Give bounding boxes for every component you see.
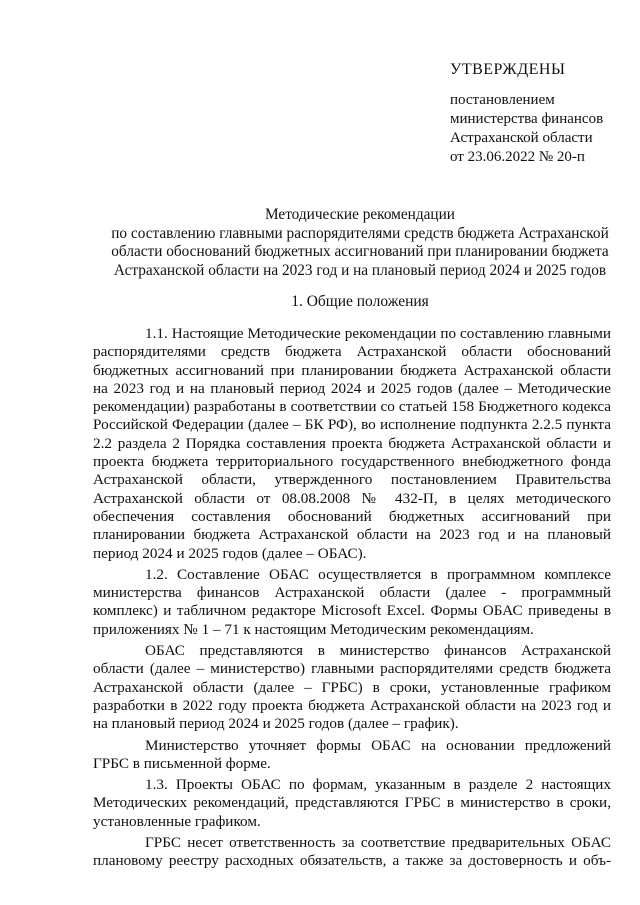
approval-line: министерства финансов [450,111,604,127]
approval-stamp [450,60,625,167]
document-title [80,206,640,280]
paragraph: 1.2. Составление ОБАС осуществляется в программном комплексе министерства финансов Астраханской области (далее - программный комплекс) и табличном редакторе Microsoft Excel. Формы ОБАС приведены в приложениях № 1 – 71 к настоящим Методическим рекомендациям. [93,565,611,638]
title-line: Методические рекомендации [265,206,455,223]
paragraph: 1.3. Проекты ОБАС по формам, указанным в разделе 2 настоящих Методических рекомендаций, представляются ГРБС в министерство в сроки, установленные графиком. [93,776,611,830]
title-line: по составлению главными распорядителями средств бюджета Астраханской [111,224,609,242]
section-heading: 1. Общие положения [291,293,429,310]
document-body [93,325,611,874]
paragraph: ОБАС представляются в министерство финансов Астраханской области (далее – министерство) главными распорядителями средств бюджета Астраханской области (далее – ГРБС) в сроки, установленные графиком разработки в 2022 году проекта бюджета Астраханской области на 2023 год и на плановый период 2024 и 2025 годов (далее – график). [93,642,611,733]
approval-line: Астраханской области [450,130,593,146]
paragraph: Министерство уточняет формы ОБАС на основании предложений ГРБС в письменной форме. [93,736,611,772]
paragraph: 1.1. Настоящие Методические рекомендации по составлению главными распорядителями средств бюджета Астраханской области обоснований бюджетных ассигнований при планировании бюджета Астраханской области на 2023 год и на плановый период 2024 и 2025 годов (далее – Методические рекомендации) разработаны в соответствии со статьей 158 Бюджетного кодекса Российской Федерации (далее – БК РФ), во исполнение подпункта 2.2.5 пункта 2.2 раздела 2 Порядка составления проекта бюджета Астраханской области и проекта бюджета территориального государственного внебюджетного фонда Астраханской области, утвержденного постановлением Правительства Астраханской области от 08.08.2008 № 432-П, в целях методического обеспечения составления обоснований бюджетных ассигнований при планировании бюджета Астраханской области на 2023 год и на плановый период 2024 и 2025 годов (далее – ОБАС). [93,325,611,562]
approval-line: постановлением [450,92,555,108]
paragraph: ГРБС несет ответственность за соответствие предварительных ОБАС плановому реестру расходных обязательств, а также за достоверность и объ- [93,834,611,870]
approval-line: от 23.06.2022 № 20-п [450,149,585,165]
approval-heading: УТВЕРЖДЕНЫ [450,61,566,78]
title-line: Астраханской области на 2023 год и на плановый период 2024 и 2025 годов [113,261,607,279]
title-line: области обоснований бюджетных ассигнований при планировании бюджета [111,243,609,260]
